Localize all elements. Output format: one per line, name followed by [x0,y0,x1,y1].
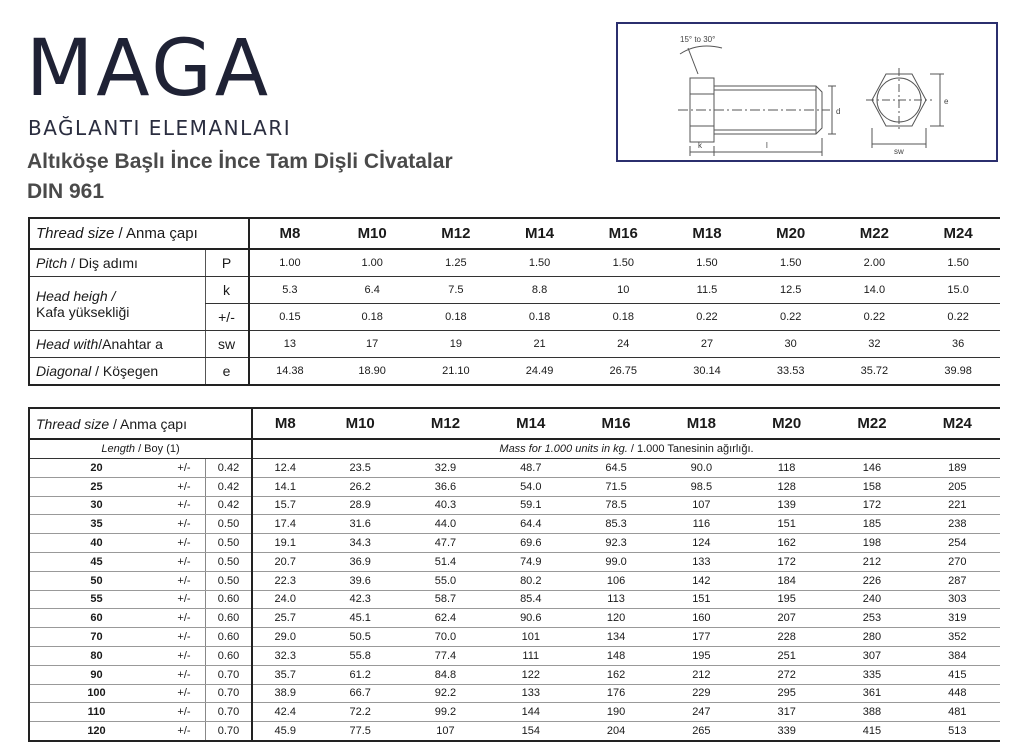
mass-value-cell: 51.4 [403,552,488,571]
table-row [29,628,1000,647]
mass-value-cell: 415 [915,665,1000,684]
mass-value-cell: 146 [829,459,914,478]
diagonal-value: 30.14 [665,358,749,386]
diagonal-value: 21.10 [414,358,498,386]
size-col-header: M8 [249,218,331,249]
mass-value-cell: 74.9 [488,552,573,571]
table-row [29,646,1000,665]
size-col-header: M14 [498,218,582,249]
mass-value-cell: 58.7 [403,590,488,609]
dim-d-label: d [836,107,841,116]
pitch-label: Pitch / Diş adımı [29,249,205,277]
head-height-value: 11.5 [665,277,749,304]
mass-value-cell: 66.7 [318,684,403,703]
length-cell: 110 [29,703,163,722]
mass-value-cell: 19.1 [252,534,318,553]
diagonal-label: Diagonal / Köşegen [29,358,205,386]
head-height-value: 10 [581,277,665,304]
mass-value-cell: 133 [659,552,744,571]
mass-value-cell: 122 [488,665,573,684]
mass-value-cell: 42.4 [252,703,318,722]
mass-value-cell: 101 [488,628,573,647]
tolerance-cell: 0.60 [206,609,253,628]
mass-value-cell: 247 [659,703,744,722]
mass-value-cell: 35.7 [252,665,318,684]
mass-value-cell: 303 [915,590,1000,609]
mass-value-cell: 124 [659,534,744,553]
mass-value-cell: 90.0 [659,459,744,478]
mass-value-cell: 177 [659,628,744,647]
mass-value-cell: 45.1 [318,609,403,628]
mass-value-cell: 107 [403,722,488,741]
mass-value-cell: 128 [744,477,829,496]
plus-minus-cell: +/- [163,684,206,703]
mass-value-cell: 84.8 [403,665,488,684]
mass-value-cell: 54.0 [488,477,573,496]
tolerance-value: 0.22 [749,304,833,331]
diagonal-value: 14.38 [249,358,331,386]
mass-value-cell: 388 [829,703,914,722]
table-row [29,722,1000,741]
head-height-value: 6.4 [330,277,414,304]
mass-value-cell: 55.8 [318,646,403,665]
mass-value-cell: 39.6 [318,571,403,590]
head-width-value: 30 [749,331,833,358]
tolerance-cell: 0.42 [206,477,253,496]
mass-value-cell: 92.2 [403,684,488,703]
head-height-value: 12.5 [749,277,833,304]
head-height-label: Head heigh / Kafa yüksekliği [29,277,205,331]
mass-value-cell: 415 [829,722,914,741]
size-col-header: M12 [403,408,488,439]
tolerance-value: 0.15 [249,304,331,331]
dim-sw-label: sw [894,147,904,156]
mass-value-cell: 38.9 [252,684,318,703]
mass-value-cell: 14.1 [252,477,318,496]
diagonal-value: 39.98 [916,358,1000,386]
pitch-value: 1.00 [249,249,331,277]
mass-value-cell: 32.3 [252,646,318,665]
plus-minus-cell: +/- [163,722,206,741]
tolerance-cell: 0.70 [206,684,253,703]
mass-value-cell: 205 [915,477,1000,496]
mass-value-cell: 12.4 [252,459,318,478]
mass-value-cell: 198 [829,534,914,553]
dim-l-label: l [766,141,768,150]
mass-value-cell: 32.9 [403,459,488,478]
thread-size-label: Thread size / Anma çapı [29,218,249,249]
length-cell: 20 [29,459,163,478]
pitch-value: 1.50 [916,249,1000,277]
spec-table [28,217,1000,386]
mass-value-cell: 158 [829,477,914,496]
size-col-header: M8 [252,408,318,439]
mass-value-cell: 195 [744,590,829,609]
thread-size-label: Thread size / Anma çapı [29,408,252,439]
length-cell: 40 [29,534,163,553]
mass-value-cell: 99.0 [573,552,658,571]
mass-value-cell: 212 [659,665,744,684]
size-col-header: M20 [744,408,829,439]
plus-minus-cell: +/- [163,552,206,571]
mass-value-cell: 229 [659,684,744,703]
mass-value-cell: 448 [915,684,1000,703]
pitch-symbol: P [205,249,249,277]
table-row [29,590,1000,609]
tolerance-cell: 0.50 [206,515,253,534]
tolerance-symbol: +/- [205,304,249,331]
brand-tagline: BAĞLANTI ELEMANLARI [28,116,292,140]
mass-value-cell: 36.6 [403,477,488,496]
length-cell: 45 [29,552,163,571]
head-width-value: 24 [581,331,665,358]
mass-value-cell: 335 [829,665,914,684]
length-cell: 80 [29,646,163,665]
tolerance-cell: 0.60 [206,590,253,609]
size-col-header: M22 [829,408,914,439]
mass-value-cell: 513 [915,722,1000,741]
mass-value-cell: 62.4 [403,609,488,628]
mass-value-cell: 142 [659,571,744,590]
mass-value-cell: 361 [829,684,914,703]
mass-value-cell: 154 [488,722,573,741]
mass-value-cell: 212 [829,552,914,571]
mass-value-cell: 307 [829,646,914,665]
angle-label: 15° to 30° [680,35,716,44]
spec-header-row [29,218,1000,249]
size-col-header: M18 [659,408,744,439]
mass-value-cell: 26.2 [318,477,403,496]
mass-value-cell: 118 [744,459,829,478]
length-cell: 30 [29,496,163,515]
head-width-value: 32 [833,331,917,358]
mass-value-cell: 176 [573,684,658,703]
mass-value-cell: 48.7 [488,459,573,478]
mass-value-cell: 185 [829,515,914,534]
mass-value-cell: 195 [659,646,744,665]
mass-value-cell: 207 [744,609,829,628]
mass-value-cell: 151 [744,515,829,534]
size-col-header: M24 [915,408,1000,439]
dim-e-label: e [944,97,949,106]
diagonal-value: 33.53 [749,358,833,386]
tolerance-cell: 0.60 [206,628,253,647]
length-cell: 60 [29,609,163,628]
tolerance-value: 0.18 [330,304,414,331]
diagonal-value: 35.72 [833,358,917,386]
size-col-header: M24 [916,218,1000,249]
pitch-value: 1.50 [498,249,582,277]
tolerance-value: 0.18 [498,304,582,331]
page-subtitle: DIN 961 [27,180,105,203]
head-width-value: 13 [249,331,331,358]
mass-value-cell: 148 [573,646,658,665]
mass-value-cell: 90.6 [488,609,573,628]
length-cell: 120 [29,722,163,741]
mass-value-cell: 71.5 [573,477,658,496]
plus-minus-cell: +/- [163,703,206,722]
mass-value-cell: 481 [915,703,1000,722]
mass-value-cell: 133 [488,684,573,703]
size-col-header: M16 [581,218,665,249]
mass-value-cell: 25.7 [252,609,318,628]
pitch-value: 1.25 [414,249,498,277]
mass-value-cell: 265 [659,722,744,741]
head-height-row [29,277,1000,304]
mass-value-cell: 17.4 [252,515,318,534]
mass-value-cell: 160 [659,609,744,628]
mass-rows [29,459,1000,741]
table-row [29,496,1000,515]
mass-value-cell: 251 [744,646,829,665]
tolerance-value: 0.22 [916,304,1000,331]
head-height-value: 15.0 [916,277,1000,304]
mass-value-cell: 23.5 [318,459,403,478]
mass-value-cell: 172 [744,552,829,571]
mass-value-cell: 40.3 [403,496,488,515]
table-row [29,477,1000,496]
head-width-label: Head with/Anahtar a [29,331,205,358]
size-col-header: M10 [318,408,403,439]
mass-table [28,407,1000,742]
diagonal-value: 18.90 [330,358,414,386]
mass-value-cell: 85.3 [573,515,658,534]
plus-minus-cell: +/- [163,665,206,684]
head-width-value: 17 [330,331,414,358]
head-width-value: 19 [414,331,498,358]
mass-value-cell: 61.2 [318,665,403,684]
tolerance-cell: 0.50 [206,552,253,571]
head-height-symbol: k [205,277,249,304]
mass-value-cell: 272 [744,665,829,684]
plus-minus-cell: +/- [163,477,206,496]
tolerance-cell: 0.42 [206,496,253,515]
mass-value-cell: 45.9 [252,722,318,741]
head-width-symbol: sw [205,331,249,358]
mass-value-cell: 70.0 [403,628,488,647]
pitch-value: 1.00 [330,249,414,277]
pitch-value: 1.50 [749,249,833,277]
table-row [29,459,1000,478]
mass-value-cell: 98.5 [659,477,744,496]
head-height-value: 14.0 [833,277,917,304]
mass-value-cell: 254 [915,534,1000,553]
mass-value-cell: 352 [915,628,1000,647]
length-cell: 70 [29,628,163,647]
head-height-value: 7.5 [414,277,498,304]
head-width-row [29,331,1000,358]
pitch-value: 2.00 [833,249,917,277]
head-width-value: 36 [916,331,1000,358]
mass-value-cell: 151 [659,590,744,609]
mass-value-cell: 240 [829,590,914,609]
size-col-header: M20 [749,218,833,249]
mass-value-cell: 50.5 [318,628,403,647]
mass-value-cell: 162 [744,534,829,553]
mass-value-cell: 134 [573,628,658,647]
length-label: Length / Boy (1) [29,439,252,459]
mass-value-cell: 20.7 [252,552,318,571]
plus-minus-cell: +/- [163,571,206,590]
mass-value-cell: 77.4 [403,646,488,665]
plus-minus-cell: +/- [163,515,206,534]
mass-value-cell: 29.0 [252,628,318,647]
head-width-value: 27 [665,331,749,358]
plus-minus-cell: +/- [163,459,206,478]
length-cell: 35 [29,515,163,534]
page-title: Altıköşe Başlı İnce İnce Tam Dişli Cİvatalar [27,150,453,173]
mass-value-cell: 77.5 [318,722,403,741]
mass-value-cell: 72.2 [318,703,403,722]
mass-value-cell: 221 [915,496,1000,515]
table-row [29,609,1000,628]
table-row [29,684,1000,703]
mass-value-cell: 85.4 [488,590,573,609]
brand-logo: MAGA [26,24,272,114]
mass-value-cell: 64.5 [573,459,658,478]
length-cell: 25 [29,477,163,496]
size-col-header: M18 [665,218,749,249]
mass-value-cell: 319 [915,609,1000,628]
plus-minus-cell: +/- [163,646,206,665]
mass-value-cell: 226 [829,571,914,590]
diagonal-symbol: e [205,358,249,386]
pitch-value: 1.50 [581,249,665,277]
tolerance-cell: 0.50 [206,534,253,553]
mass-value-cell: 172 [829,496,914,515]
tolerance-value: 0.22 [833,304,917,331]
mass-value-cell: 36.9 [318,552,403,571]
length-cell: 50 [29,571,163,590]
length-cell: 55 [29,590,163,609]
tolerance-value: 0.18 [414,304,498,331]
mass-value-cell: 78.5 [573,496,658,515]
bolt-diagram [616,22,998,162]
mass-value-cell: 106 [573,571,658,590]
mass-header-row [29,408,1000,439]
plus-minus-cell: +/- [163,496,206,515]
pitch-row [29,249,1000,277]
size-col-header: M16 [573,408,658,439]
mass-value-cell: 42.3 [318,590,403,609]
mass-value-cell: 162 [573,665,658,684]
dim-k-label: k [698,141,702,150]
tolerance-cell: 0.42 [206,459,253,478]
mass-value-cell: 59.1 [488,496,573,515]
mass-value-cell: 253 [829,609,914,628]
diagonal-value: 24.49 [498,358,582,386]
table-row [29,665,1000,684]
mass-value-cell: 28.9 [318,496,403,515]
tolerance-cell: 0.70 [206,665,253,684]
tolerance-cell: 0.70 [206,703,253,722]
mass-value-cell: 44.0 [403,515,488,534]
head-height-value: 5.3 [249,277,331,304]
plus-minus-cell: +/- [163,628,206,647]
table-row [29,571,1000,590]
tolerance-value: 0.22 [665,304,749,331]
mass-value-cell: 22.3 [252,571,318,590]
plus-minus-cell: +/- [163,590,206,609]
head-height-value: 8.8 [498,277,582,304]
mass-value-cell: 113 [573,590,658,609]
table-row [29,515,1000,534]
mass-value-cell: 24.0 [252,590,318,609]
mass-value-cell: 339 [744,722,829,741]
mass-value-cell: 287 [915,571,1000,590]
mass-value-cell: 31.6 [318,515,403,534]
mass-value-cell: 116 [659,515,744,534]
mass-value-cell: 64.4 [488,515,573,534]
mass-value-cell: 384 [915,646,1000,665]
length-cell: 100 [29,684,163,703]
table-row [29,534,1000,553]
tolerance-cell: 0.60 [206,646,253,665]
table-row [29,552,1000,571]
mass-value-cell: 47.7 [403,534,488,553]
mass-value-cell: 80.2 [488,571,573,590]
diagonal-row [29,358,1000,386]
table-row [29,703,1000,722]
mass-value-cell: 99.2 [403,703,488,722]
mass-value-cell: 92.3 [573,534,658,553]
mass-subheader-row [29,439,1000,459]
plus-minus-cell: +/- [163,609,206,628]
mass-value-cell: 228 [744,628,829,647]
mass-label: Mass for 1.000 units in kg. / 1.000 Tanesinin ağırlığı. [252,439,1000,459]
mass-value-cell: 55.0 [403,571,488,590]
tolerance-cell: 0.50 [206,571,253,590]
plus-minus-cell: +/- [163,534,206,553]
mass-value-cell: 270 [915,552,1000,571]
pitch-value: 1.50 [665,249,749,277]
mass-value-cell: 111 [488,646,573,665]
mass-value-cell: 317 [744,703,829,722]
mass-value-cell: 15.7 [252,496,318,515]
mass-value-cell: 280 [829,628,914,647]
mass-value-cell: 189 [915,459,1000,478]
mass-value-cell: 107 [659,496,744,515]
mass-value-cell: 144 [488,703,573,722]
mass-value-cell: 295 [744,684,829,703]
mass-value-cell: 204 [573,722,658,741]
tolerance-value: 0.18 [581,304,665,331]
head-width-value: 21 [498,331,582,358]
tolerance-cell: 0.70 [206,722,253,741]
size-col-header: M14 [488,408,573,439]
length-cell: 90 [29,665,163,684]
mass-value-cell: 120 [573,609,658,628]
mass-value-cell: 139 [744,496,829,515]
mass-value-cell: 238 [915,515,1000,534]
size-col-header: M22 [833,218,917,249]
size-col-header: M10 [330,218,414,249]
size-col-header: M12 [414,218,498,249]
mass-value-cell: 34.3 [318,534,403,553]
diagonal-value: 26.75 [581,358,665,386]
mass-value-cell: 184 [744,571,829,590]
mass-value-cell: 69.6 [488,534,573,553]
mass-value-cell: 190 [573,703,658,722]
